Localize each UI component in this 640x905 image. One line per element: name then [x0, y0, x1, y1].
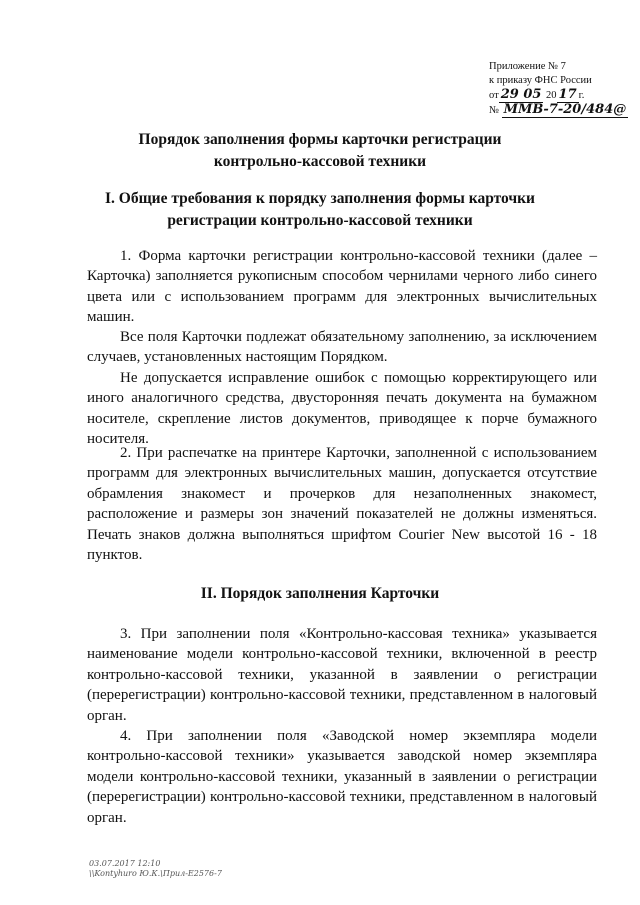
handwritten-number: ММВ-7-20/484@: [503, 102, 627, 117]
handwritten-date: 29 05: [500, 87, 542, 102]
document-title: Порядок заполнения формы карточки регистрации контрольно-кассовой техники: [138, 131, 502, 170]
appendix-order: к приказу ФНС России: [489, 75, 592, 86]
section-2-heading: II. Порядок заполнения Карточки: [200, 585, 440, 602]
section-1-heading: I. Общие требования к порядку заполнения формы карточки регистрации контрольно-кассовой техники: [105, 190, 535, 229]
appendix-number: № ММВ-7-20/484@: [489, 102, 627, 117]
paragraph: 4. При заполнении поля «Заводской номер экземпляра модели контрольно-кассовой техники» указывается заводской номер экземпляра модели контрольно-кассовой техники, указанный в заявлении о регистрации (перерегистрации) контрольно-кассовой техники, представленном в налоговый орган.: [87, 728, 597, 826]
paragraph: 2. При распечатке на принтере Карточки, заполненной с использованием программ для электронных вычислительных машин, допускается отсутствие обрамления знакомест и прочерков для незаполненных знакомест, расположение и размеры зон значений показателей не должны изменяться. Печать знаков должна выполняться шрифтом Courier New высотой 16 - 18 пунктов.: [87, 445, 597, 564]
paragraph: 1. Форма карточки регистрации контрольно-кассовой техники (далее – Карточка) заполняется рукописным способом чернилами черного либо синего цвета или с использованием программ для электронных вычислительных машин.: [87, 248, 597, 326]
paragraph: 3. При заполнении поля «Контрольно-кассовая техника» указывается наименование модели контрольно-кассовой техники, включенной в реестр контрольно-кассовой техники, указанной в заявлении о регистрации (перерегистрации) контрольно-кассовой техники, представленном в налоговый орган.: [87, 626, 597, 724]
appendix-block: [489, 60, 629, 118]
paragraph: Не допускается исправление ошибок с помощью корректирующего или иного аналогичного средства, двусторонняя печать документа на бумажном носителе, скрепление листов документов, приводящее к порче бумажного носителя.: [87, 370, 597, 448]
appendix-line: Приложение № 7: [489, 61, 566, 72]
appendix-date: от 29 05 20 17 г.: [489, 87, 585, 102]
footer-stamp: 03.07.2017 12:10 \\Kontyhuro Ю.К.\Прил-E2576-7: [89, 859, 222, 878]
handwritten-year: 17: [558, 87, 577, 102]
paragraph: Все поля Карточки подлежат обязательному заполнению, за исключением случаев, установленных настоящим Порядком.: [87, 329, 597, 366]
